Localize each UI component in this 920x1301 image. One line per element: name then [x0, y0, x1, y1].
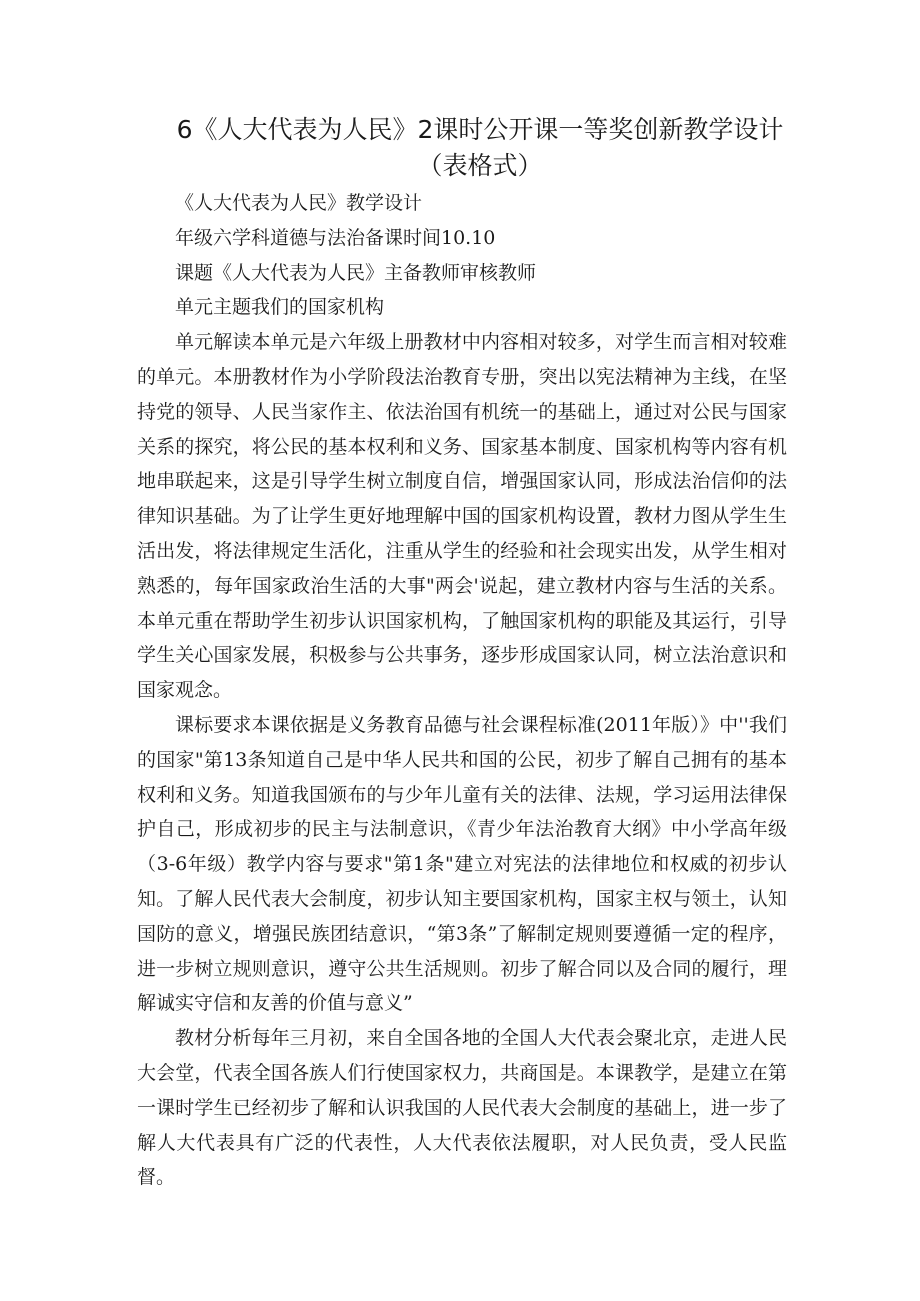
grade-subject-line: 年级六学科道德与法治备课时间10.10: [175, 226, 496, 249]
unit-interpretation-paragraph: 单元解读本单元是六年级上册教材中内容相对较多，对学生而言相对较难的单元。本册教材作为小学阶段法治教育专册，突出以宪法精神为主线，在坚持党的领导、人民当家作主、依法治国有机统一的基础上，通过对公民与国家关系的探究，将公民的基本权利和义务、国家基本制度、国家机构等内容有机地串联起来，这是引导学生树立制度自信，增强国家认同，形成法治信仰的法律知识基础。为了让学生更好地理解中国的国家机构设置，教材力图从学生生活出发，将法律规定生活化，注重从学生的经验和社会现实出发，从学生相对熟悉的，每年国家政治生活的大事"两会'说起，建立教材内容与生活的关系。本单元重在帮助学生初步认识国家机构，了触国家机构的职能及其运行，引导学生关心国家发展，积极参与公共事务，逐步形成国家认同，树立法治意识和国家观念。: [137, 331, 787, 702]
design-heading: 《人大代表为人民》教学设计: [175, 192, 423, 214]
topic-teacher-line: 课题《人大代表为人民》主备教师审核教师: [175, 261, 537, 284]
document-title-line-1: 6《人大代表为人民》2课时公开课一等奖创新教学设计: [176, 115, 784, 144]
document-title-line-2: （表格式）: [417, 151, 543, 180]
unit-theme-line: 单元主题我们的国家机构: [175, 296, 385, 319]
textbook-analysis-paragraph: 教材分析每年三月初，来自全国各地的全国人大代表会聚北京，走进人民大会堂，代表全国各族人们行使国家权力，共商国是。本课教学，是建立在第一课时学生已经初步了解和认识我国的人民代表大会制度的基础上，进一步了解人大代表具有广泛的代表性，人大代表依法履职，对人民负责，受人民监督。: [137, 1027, 787, 1189]
curriculum-standard-paragraph: 课标要求本课依据是义务教育品德与社会课程标准(2011年版）》中''我们的国家"第13条知道自己是中华人民共和国的公民，初步了解自己拥有的基本权利和义务。知道我国颁布的与少年儿童有关的法律、法规，学习运用法律保护自己，形成初步的民主与法制意识，《青少年法治教育大纲》中小学高年级（3-6年级）教学内容与要求"第1条"建立对宪法的法律地位和权威的初步认知。了解人民代表大会制度，初步认知主要国家机构，国家主权与领土，认知国防的意义，增强民族团结意识，“第3条”了解制定规则要遵循一定的程序，进一步树立规则意识，遵守公共生活规则。初步了解合同以及合同的履行，理解诚实守信和友善的价值与意义”: [137, 713, 787, 1015]
document-body: [137, 186, 787, 1195]
